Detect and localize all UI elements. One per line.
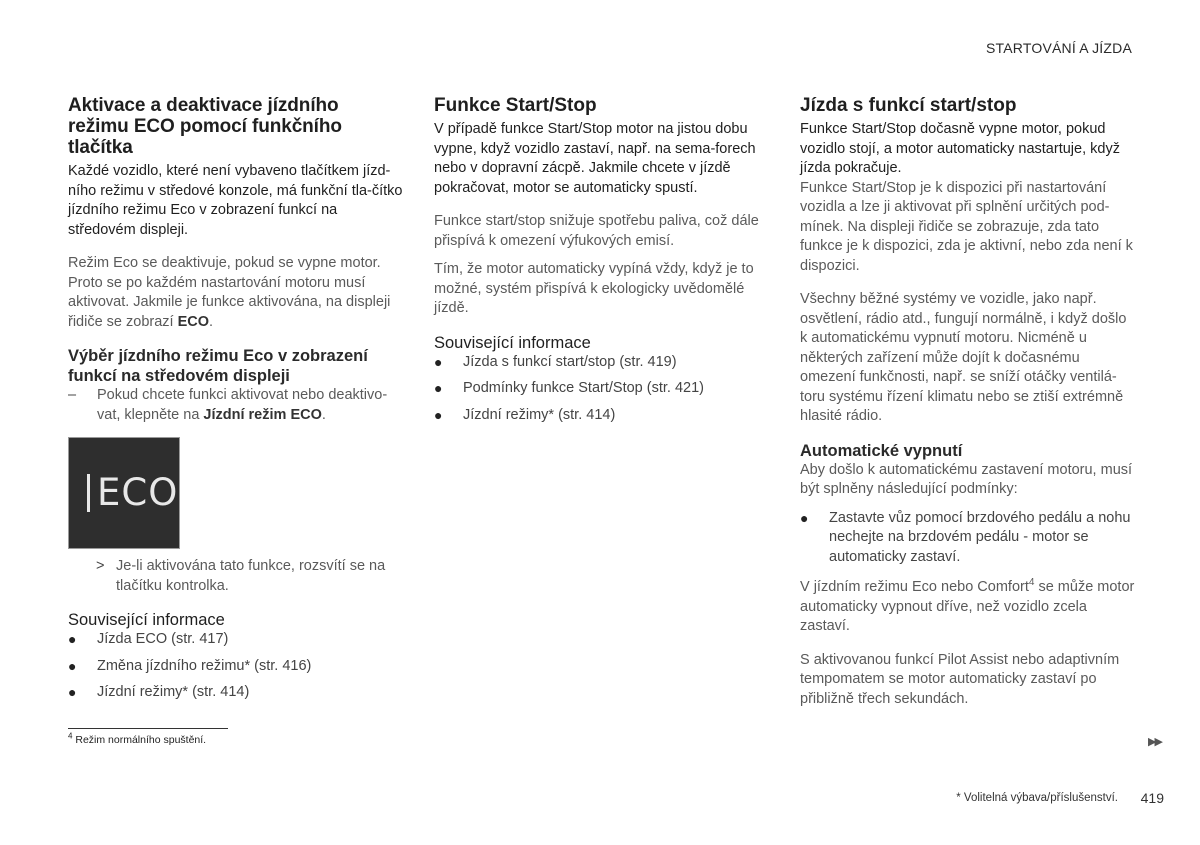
bullet-icon: ● bbox=[68, 631, 77, 647]
related-link[interactable]: ● Jízdní režimy* (str. 414) bbox=[434, 406, 769, 426]
section-header: STARTOVÁNÍ A JÍZDA bbox=[986, 40, 1132, 56]
bullet-icon: ● bbox=[68, 684, 77, 700]
start-stop-intro: V případě funkce Start/Stop motor na jistou dobu vypne, když vozidlo zastaví, např. na sema-forech nebo v dopravní zácpě. Jakmile chcete v jízdě pokračovat, motor se automaticky spustí. bbox=[434, 121, 756, 196]
eco-button-term: Jízdní režim ECO bbox=[203, 406, 322, 423]
eco-button-label: ECO bbox=[97, 471, 179, 514]
start-stop-fuel-paragraph: Funkce start/stop snižuje spotřebu paliva, což dále přispívá k omezení výfukových emisí. bbox=[434, 213, 759, 249]
column-eco-mode bbox=[68, 95, 403, 710]
driving-availability-paragraph: Funkce Start/Stop je k dispozici při nastartování vozidla a lze ji aktivovat při splnění určitých pod-mínek. Na displeji řidiče se zobrazuje, zda tato funkce je k dispozici, zda je aktivní, nebo zda není k dispozici. bbox=[800, 179, 1133, 274]
driving-intro: Funkce Start/Stop dočasně vypne motor, pokud vozidlo stojí, a motor automaticky nastartuje, když jízda pokračuje. bbox=[800, 121, 1120, 176]
bullet-icon: ● bbox=[68, 657, 77, 674]
eco-section-title: Aktivace a deaktivace jízdního režimu ECO pomocí funkčního tlačítka bbox=[68, 95, 342, 158]
start-stop-related-list bbox=[434, 353, 769, 426]
result-arrow-icon: > bbox=[96, 558, 105, 574]
eco-display-term: ECO bbox=[177, 313, 210, 330]
driving-systems-paragraph: Všechny běžné systémy ve vozidle, jako např. osvětlení, rádio atd., fungují normálně, i když došlo k automatickému vypnutí motoru. Nicméně u některých zařízení může dojít k dočasnému omezení funkčnosti, např. se sníží otáčky ventilá-toru systému řízení klimatu nebo se ztiší extrémně hlasité rádio. bbox=[800, 291, 1127, 424]
eco-intro-paragraph: Každé vozidlo, které není vybaveno tlačítkem jízd-ního režimu v středové konzole, má funkční tla-čítko jízdního režimu Eco v zobrazení funkcí na středovém displeji. bbox=[68, 163, 403, 238]
eco-deactivation-end: . bbox=[209, 313, 214, 330]
auto-stop-bullets bbox=[800, 509, 1135, 568]
related-link[interactable]: ● Podmínky funkce Start/Stop (str. 421) bbox=[434, 379, 769, 399]
auto-stop-conditions: Aby došlo k automatickému zastavení motoru, musí být splněny následující podmínky: bbox=[800, 461, 1133, 497]
eco-deactivation-paragraph bbox=[68, 254, 403, 332]
start-stop-eco-paragraph: Tím, že motor automaticky vypíná vždy, když je to možné, systém přispívá k ekologicky uvědomělé jízdě. bbox=[434, 261, 754, 316]
bullet-icon: ● bbox=[434, 353, 443, 370]
related-link[interactable]: ● Jízdní režimy* (str. 414) bbox=[68, 683, 403, 703]
auto-stop-condition-item: ● Zastavte vůz pomocí brzdového pedálu a nohu nechejte na brzdovém pedálu - motor se automaticky zastaví. bbox=[800, 509, 1131, 565]
eco-step-text: Pokud chcete funkci aktivovat nebo deaktivo-vat, klepněte na bbox=[97, 387, 388, 423]
eco-deactivation-text: Režim Eco se deaktivuje, pokud se vypne motor. Proto se po každém nastartování motoru musí aktivovat. Jakmile je funkce aktivována, na displeji řidiče se zobrazí bbox=[68, 255, 391, 330]
bullet-icon: ● bbox=[800, 509, 809, 526]
eco-related-heading: Související informace bbox=[68, 611, 225, 629]
eco-result bbox=[68, 557, 403, 596]
start-stop-related-heading: Související informace bbox=[434, 333, 591, 352]
bullet-icon: ● bbox=[434, 406, 443, 423]
column-start-stop-driving bbox=[800, 95, 1135, 709]
column-start-stop bbox=[434, 95, 769, 432]
related-link[interactable]: ● Změna jízdního režimu* (str. 416) bbox=[68, 657, 403, 677]
footnote-divider bbox=[68, 728, 228, 729]
related-link[interactable]: ● Jízda s funkcí start/stop (str. 419) bbox=[434, 353, 769, 373]
pilot-assist-paragraph: S aktivovanou funkcí Pilot Assist nebo adaptivním tempomatem se motor automaticky zastaví po přibližně třech sekundách. bbox=[800, 651, 1120, 707]
page-number: 419 bbox=[1140, 790, 1164, 806]
eco-button-image bbox=[68, 437, 180, 549]
driving-start-stop-title: Jízda s funkcí start/stop bbox=[800, 95, 1017, 116]
eco-result-text: Je-li aktivována tato funkce, rozsvítí se na tlačítku kontrolka. bbox=[116, 558, 386, 594]
start-stop-title: Funkce Start/Stop bbox=[434, 95, 597, 116]
eco-step-end: . bbox=[321, 406, 326, 423]
footnote: $^4$ Režim normálního spuštění. bbox=[68, 731, 207, 746]
optional-equipment-note: * Volitelná výbava/příslušenství. bbox=[956, 792, 1118, 804]
auto-stop-heading: Automatické vypnutí bbox=[800, 441, 963, 460]
step-dash: – bbox=[68, 387, 77, 403]
eco-selection-subheading: Výběr jízdního režimu Eco v zobrazení funkcí na středovém displeji bbox=[68, 347, 368, 385]
footnote-ref: 4 bbox=[1028, 577, 1035, 589]
continue-arrows-icon: ▶▶ bbox=[1148, 736, 1161, 748]
bullet-icon: ● bbox=[434, 380, 443, 396]
related-link[interactable]: ● Jízda ECO (str. 417) bbox=[68, 630, 403, 650]
eco-comfort-paragraph: V jízdním režimu Eco nebo Comfort$^4$ se může motor automaticky vypnout dříve, než vozidlo zcela zastaví. bbox=[800, 577, 1135, 634]
eco-related-list bbox=[68, 630, 403, 703]
eco-step bbox=[68, 386, 403, 425]
eco-indicator-light bbox=[87, 474, 90, 512]
